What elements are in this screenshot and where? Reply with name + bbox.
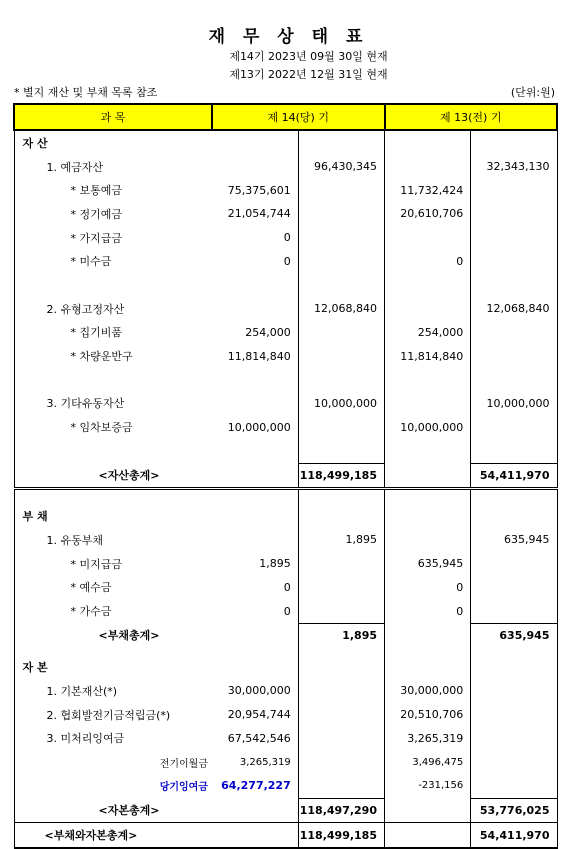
assets-total-label: <자산총계> <box>14 463 212 489</box>
table-row <box>14 226 557 250</box>
row-cur: 20,954,744 <box>227 708 291 722</box>
row-label: * 가지급금 <box>14 226 212 250</box>
row-prev-total: 10,000,000 <box>471 392 557 416</box>
table-row <box>14 703 557 727</box>
row-prev: 11,732,424 <box>385 178 471 202</box>
row-prev: 20,510,706 <box>385 703 471 727</box>
row-label: * 가수금 <box>14 599 212 623</box>
row-label: * 미지급금 <box>14 552 212 576</box>
table-row <box>14 599 557 623</box>
period-previous: 제13기 2022년 12월 31일 현재 <box>229 68 388 81</box>
current-surplus-cur: 64,277,227 <box>221 779 291 793</box>
table-row <box>14 321 557 345</box>
grand-total-prev: 54,411,970 <box>471 823 557 848</box>
row-cur: 0 <box>283 254 291 268</box>
row-prev: 30,000,000 <box>385 679 471 703</box>
row-prev: 3,265,319 <box>385 727 471 751</box>
row-label: * 차량운반구 <box>14 344 212 368</box>
liabilities-total-cur: 1,895 <box>298 623 384 647</box>
row-label: 1. 예금자산 <box>14 155 212 179</box>
header-previous: 제 13(전) 기 <box>385 104 558 130</box>
table-row <box>14 202 557 226</box>
row-cur: 21,054,744 <box>227 207 291 221</box>
grand-total-label: <부채와자본총계> <box>14 823 212 848</box>
row-cur: 0 <box>283 604 291 618</box>
row-cur: 75,375,601 <box>227 183 291 197</box>
row-prev-total: 635,945 <box>471 528 557 552</box>
row-prev: 0 <box>385 575 471 599</box>
row-cur: 30,000,000 <box>227 684 291 698</box>
prior-surplus-prev: 3,496,475 <box>385 750 471 774</box>
equity-heading: 자 본 <box>14 647 212 679</box>
prior-surplus-cur: 3,265,319 <box>239 756 291 768</box>
table-row <box>14 415 557 439</box>
row-label: * 보통예금 <box>14 178 212 202</box>
unit-label: (단위:원) <box>510 86 555 99</box>
liabilities-heading: 부 채 <box>14 489 212 528</box>
row-prev: 0 <box>385 599 471 623</box>
assets-total-cur: 118,499,185 <box>298 463 384 489</box>
row-cur-total: 1,895 <box>298 528 384 552</box>
row-cur: 1,895 <box>259 557 291 571</box>
row-cur-total: 10,000,000 <box>298 392 384 416</box>
assets-heading: 자 산 <box>14 130 212 155</box>
row-cur: 11,814,840 <box>227 349 291 363</box>
row-label: 3. 미처리잉여금 <box>14 727 212 751</box>
row-prev-total: 32,343,130 <box>471 155 557 179</box>
prior-surplus-label: 전기이월금 <box>14 750 212 774</box>
row-prev: 0 <box>385 249 471 273</box>
row-prev: 10,000,000 <box>385 415 471 439</box>
liabilities-total-label: <부채총계> <box>14 623 212 647</box>
row-cur: 10,000,000 <box>227 420 291 434</box>
prior-surplus-row <box>14 750 557 774</box>
table-row <box>14 344 557 368</box>
header-subject: 과 목 <box>14 104 212 130</box>
header-current: 제 14(당) 기 <box>212 104 385 130</box>
row-label: * 정기예금 <box>14 202 212 226</box>
row-cur: 67,542,546 <box>227 731 291 745</box>
row-label: 3. 기타유동자산 <box>14 392 212 416</box>
table-row <box>14 727 557 751</box>
row-label: 2. 협회발전기금적립금(*) <box>14 703 212 727</box>
row-label: 2. 유형고정자산 <box>14 297 212 321</box>
balance-sheet-table <box>13 103 558 849</box>
row-prev-total: 12,068,840 <box>471 297 557 321</box>
row-cur: 0 <box>283 580 291 594</box>
current-surplus-row <box>14 774 557 798</box>
liabilities-total-row <box>14 623 557 647</box>
table-row <box>14 297 557 321</box>
section-row <box>14 489 557 528</box>
grand-total-cur: 118,499,185 <box>298 823 384 848</box>
row-label: * 미수금 <box>14 249 212 273</box>
liabilities-total-prev: 635,945 <box>471 623 557 647</box>
grand-total-row <box>14 823 557 848</box>
current-surplus-label: 당기잉여금 <box>14 774 212 798</box>
table-row <box>14 392 557 416</box>
row-prev: 635,945 <box>385 552 471 576</box>
row-prev <box>385 226 471 250</box>
table-row <box>14 552 557 576</box>
section-row <box>14 647 557 679</box>
assets-total-row <box>14 463 557 489</box>
row-prev: 254,000 <box>385 321 471 345</box>
table-row <box>14 575 557 599</box>
row-label: * 집기비품 <box>14 321 212 345</box>
header-row <box>14 104 557 130</box>
row-prev: 20,610,706 <box>385 202 471 226</box>
section-row <box>14 130 557 155</box>
reference-note: * 별지 재산 및 부채 목록 참조 <box>14 86 158 99</box>
equity-total-prev: 53,776,025 <box>471 798 557 823</box>
table-row <box>14 249 557 273</box>
row-label: * 임차보증금 <box>14 415 212 439</box>
current-surplus-prev: -231,156 <box>385 774 471 798</box>
row-label: * 예수금 <box>14 575 212 599</box>
row-cur: 254,000 <box>245 325 291 339</box>
table-row <box>14 528 557 552</box>
row-label: 1. 유동부채 <box>14 528 212 552</box>
table-row <box>14 155 557 179</box>
row-label: 1. 기본재산(*) <box>14 679 212 703</box>
row-cur-total: 96,430,345 <box>298 155 384 179</box>
statement-title: 재 무 상 태 표 <box>208 27 369 47</box>
table-row <box>14 679 557 703</box>
period-current: 제14기 2023년 09월 30일 현재 <box>229 50 388 63</box>
row-cur: 0 <box>283 231 291 245</box>
assets-total-prev: 54,411,970 <box>471 463 557 489</box>
table-row <box>14 178 557 202</box>
row-prev: 11,814,840 <box>385 344 471 368</box>
row-cur-total: 12,068,840 <box>298 297 384 321</box>
equity-total-row <box>14 798 557 823</box>
equity-total-label: <자본총계> <box>14 798 212 823</box>
equity-total-cur: 118,497,290 <box>298 798 384 823</box>
